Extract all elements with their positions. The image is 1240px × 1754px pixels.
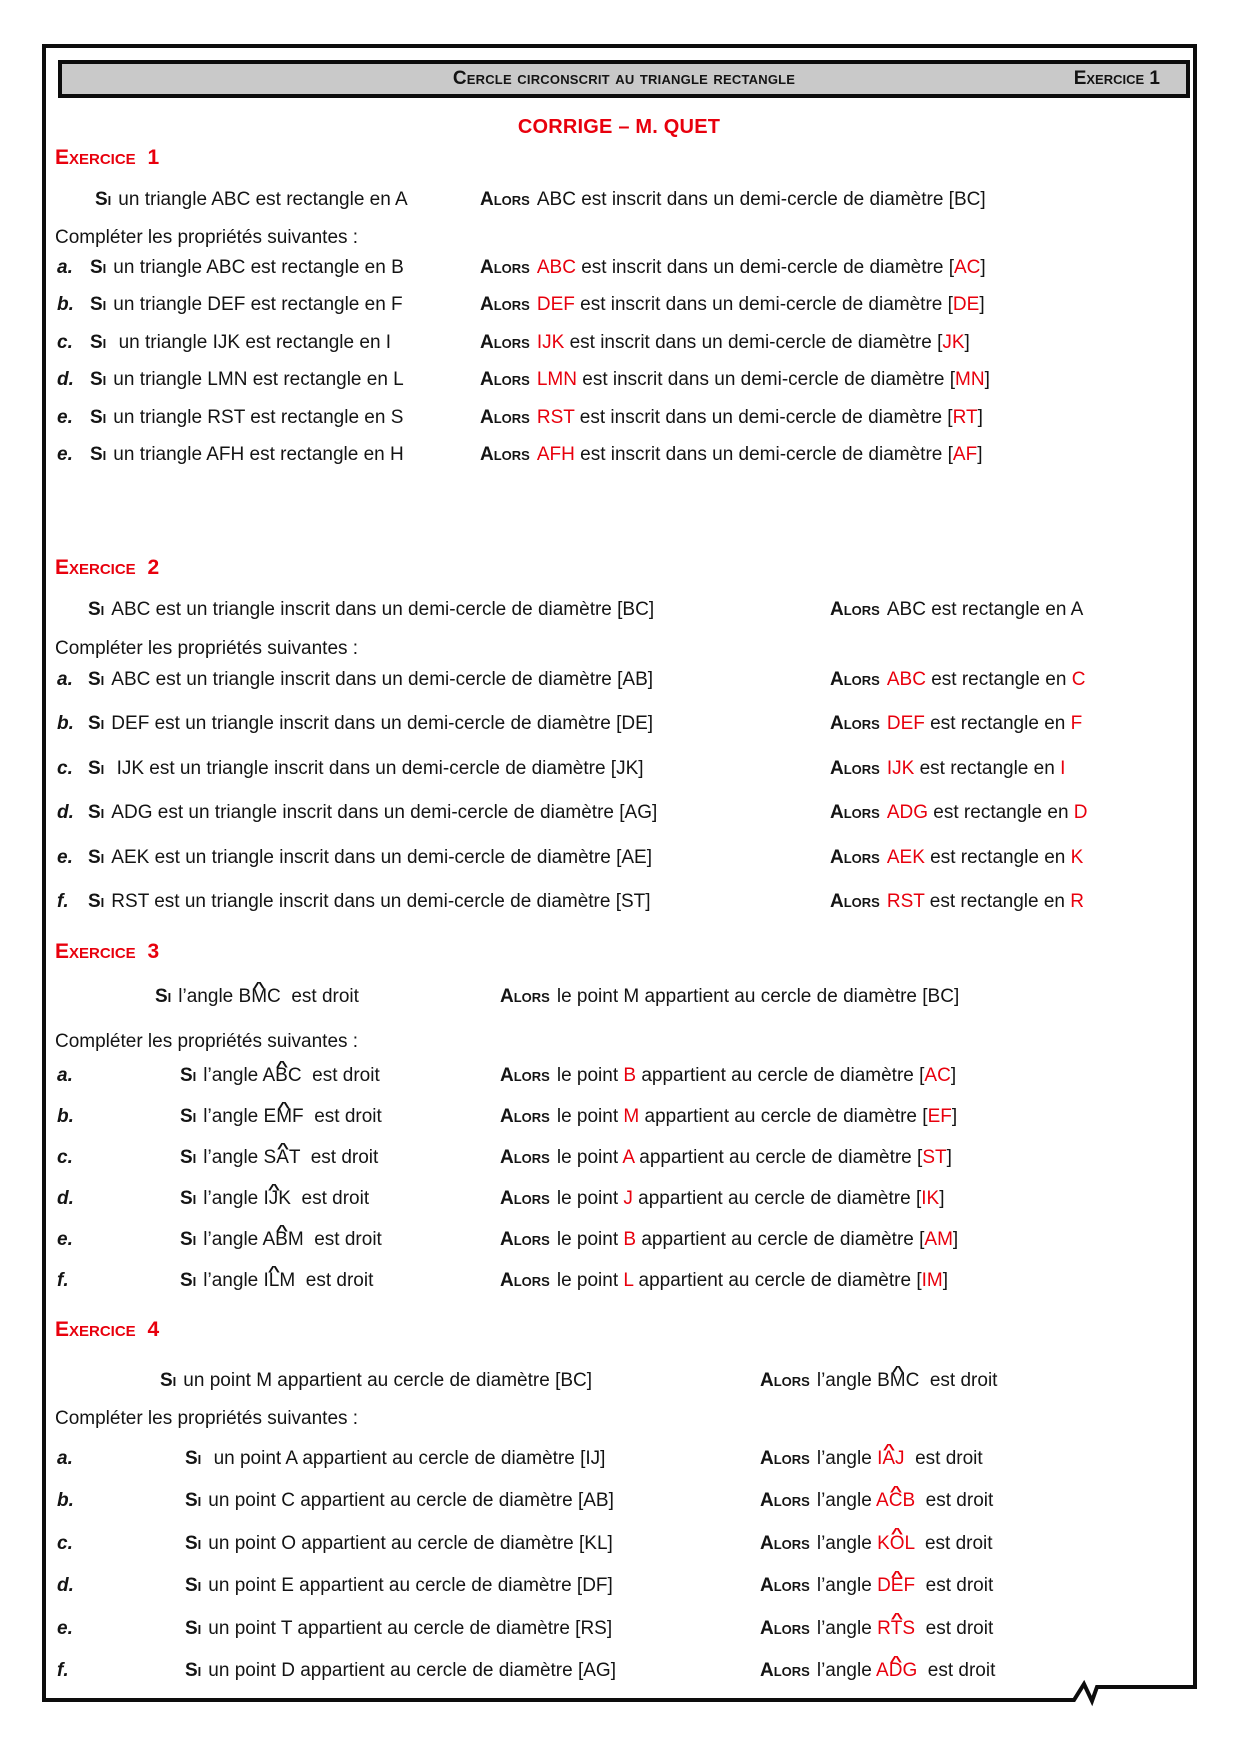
alors-keyword: Alors	[480, 406, 530, 428]
angle-hat-accent: J ^	[269, 1187, 279, 1211]
si-clause	[185, 1447, 605, 1471]
row-letter: c.	[57, 1147, 73, 1168]
alors-text: DEF est rectangle en F	[886, 713, 1083, 735]
row-letter: b.	[57, 713, 74, 735]
si-text: un triangle ABC est rectangle en B	[113, 257, 404, 278]
row-letter: a.	[57, 1448, 73, 1469]
alors-text: le point A appartient au cercle de diamètre [ST]	[556, 1147, 952, 1168]
alors-clause	[500, 1105, 957, 1129]
si-keyword: Si	[88, 846, 105, 868]
alors-clause	[830, 846, 1083, 870]
row-letter: f.	[57, 1659, 69, 1681]
row-letter: d.	[57, 369, 74, 391]
alors-keyword: Alors	[830, 669, 880, 690]
exercise-2-instruction: Compléter les propriétés suivantes :	[55, 638, 359, 659]
angle-hat-accent: A ^	[276, 1146, 289, 1170]
alors-keyword: Alors	[500, 1270, 550, 1291]
si-text: AEK est un triangle inscrit dans un demi-cercle de diamètre [AE]	[111, 846, 652, 868]
si-text: l’angle SA ^T est droit	[203, 1147, 378, 1168]
si-clause	[185, 1574, 613, 1598]
alors-text: l’angle RT ^S est droit	[817, 1618, 993, 1639]
angle-hat-accent: B ^	[275, 1064, 288, 1088]
angle-hat-accent: M ^	[276, 1105, 292, 1129]
alors-text: ADG est rectangle en D	[886, 802, 1088, 824]
alors-clause	[480, 293, 985, 317]
si-keyword: Si	[180, 1065, 197, 1086]
alors-text: l’angle DE ^F est droit	[817, 1575, 993, 1596]
alors-keyword: Alors	[480, 443, 530, 465]
alors-clause	[830, 757, 1065, 781]
alors-keyword: Alors	[480, 257, 530, 278]
si-keyword: Si	[180, 1188, 197, 1209]
si-clause	[155, 985, 359, 1009]
alors-clause	[480, 188, 986, 212]
alors-keyword: Alors	[830, 890, 880, 912]
table-row	[42, 1659, 1196, 1701]
si-clause	[90, 406, 403, 430]
alors-keyword: Alors	[760, 1659, 810, 1681]
table-row	[42, 1447, 1196, 1489]
alors-text: l’angle AC ^B est droit	[817, 1490, 993, 1511]
alors-clause	[830, 712, 1082, 736]
alors-keyword: Alors	[480, 331, 530, 353]
alors-clause	[830, 890, 1084, 914]
alors-clause	[830, 801, 1088, 825]
alors-keyword: Alors	[500, 986, 550, 1007]
si-clause	[88, 598, 654, 622]
alors-keyword: Alors	[760, 1575, 810, 1597]
si-text: IJK est un triangle inscrit dans un demi-cercle de diamètre [JK]	[111, 757, 644, 779]
row-letter: b.	[57, 294, 74, 316]
table-row	[42, 846, 1196, 890]
angle-hat-accent: L ^	[269, 1269, 280, 1293]
table-row	[42, 890, 1196, 934]
si-keyword: Si	[88, 890, 105, 912]
title-banner	[58, 60, 1190, 98]
row-letter: f.	[57, 890, 69, 912]
table-row	[42, 712, 1196, 756]
row-letter: e.	[57, 846, 73, 868]
table-row	[42, 1574, 1196, 1616]
si-text: ADG est un triangle inscrit dans un demi-cercle de diamètre [AG]	[111, 802, 658, 824]
si-keyword: Si	[88, 802, 105, 824]
table-row	[42, 368, 1196, 405]
si-keyword: Si	[180, 1270, 197, 1291]
si-text: un point C appartient au cercle de diamètre [AB]	[208, 1490, 614, 1512]
alors-text: AFH est inscrit dans un demi-cercle de diamètre [AF]	[536, 443, 983, 465]
alors-text: le point J appartient au cercle de diamètre [IK]	[556, 1188, 945, 1209]
table-row	[42, 256, 1196, 293]
angle-hat-accent: A ^	[882, 1447, 895, 1471]
exercise-2-intro	[42, 598, 1196, 622]
si-text: l’angle AB ^C est droit	[203, 1065, 379, 1086]
alors-keyword: Alors	[480, 369, 530, 391]
si-text: un triangle DEF est rectangle en F	[113, 294, 403, 316]
si-text: un triangle IJK est rectangle en I	[113, 331, 392, 353]
si-text: un triangle RST est rectangle en S	[113, 406, 404, 428]
row-letter: e.	[57, 443, 73, 465]
alors-text: RST est rectangle en R	[886, 890, 1085, 912]
row-letter: c.	[57, 1532, 73, 1554]
row-letter: a.	[57, 1065, 73, 1086]
si-text: un point E appartient au cercle de diamètre [DF]	[208, 1575, 613, 1597]
alors-text: le point L appartient au cercle de diamètre [IM]	[556, 1270, 948, 1291]
si-clause	[180, 1064, 380, 1088]
si-keyword: Si	[90, 257, 107, 278]
angle-hat-accent: D ^	[889, 1659, 903, 1683]
alors-clause	[500, 1228, 958, 1252]
alors-text: l’angle IA ^J est droit	[817, 1448, 983, 1469]
table-row	[42, 1532, 1196, 1574]
si-text: un point T appartient au cercle de diamètre [RS]	[208, 1617, 613, 1639]
table-row	[42, 1064, 1196, 1105]
exercise-3-intro	[42, 985, 1196, 1009]
si-text: un point O appartient au cercle de diamètre [KL]	[208, 1532, 613, 1554]
si-keyword: Si	[88, 599, 105, 620]
row-letter: e.	[57, 1617, 73, 1639]
si-keyword: Si	[88, 757, 105, 779]
exercise-2-title: Exercice 2	[55, 556, 160, 579]
si-text: l’angle BM ^C est droit	[178, 986, 359, 1007]
si-clause	[88, 846, 652, 870]
alors-clause	[480, 256, 986, 280]
alors-keyword: Alors	[500, 1188, 550, 1209]
alors-clause	[480, 443, 982, 467]
si-clause	[180, 1187, 369, 1211]
banner-exercise-label: Exercice 1	[1073, 68, 1160, 89]
row-letter: d.	[57, 802, 74, 824]
exercise-1-title: Exercice 1	[55, 146, 160, 169]
alors-clause	[830, 598, 1083, 622]
exercise-3-title: Exercice 3	[55, 940, 160, 963]
alors-text: ABC est inscrit dans un demi-cercle de diamètre [BC]	[536, 189, 986, 210]
alors-keyword: Alors	[760, 1617, 810, 1639]
si-text: RST est un triangle inscrit dans un demi-cercle de diamètre [ST]	[111, 890, 651, 912]
alors-text: l’angle KO ^L est droit	[817, 1533, 993, 1554]
table-row	[42, 1228, 1196, 1269]
si-text: un point M appartient au cercle de diamètre [BC]	[183, 1370, 593, 1391]
alors-clause	[500, 1064, 956, 1088]
si-text: un point A appartient au cercle de diamètre [IJ]	[208, 1448, 606, 1469]
si-clause	[88, 890, 651, 914]
table-row	[42, 1269, 1196, 1310]
row-letter: d.	[57, 1575, 74, 1597]
si-clause	[88, 712, 653, 736]
si-clause	[88, 668, 653, 692]
alors-clause	[480, 406, 983, 430]
alors-keyword: Alors	[830, 713, 880, 735]
si-keyword: Si	[180, 1229, 197, 1250]
alors-keyword: Alors	[830, 599, 880, 620]
alors-keyword: Alors	[830, 846, 880, 868]
si-clause	[180, 1146, 378, 1170]
si-clause	[180, 1228, 382, 1252]
si-keyword: Si	[185, 1532, 202, 1554]
alors-clause	[760, 1489, 993, 1513]
si-text: l’angle IL ^M est droit	[203, 1270, 373, 1291]
si-clause	[95, 188, 408, 212]
exercise-1-rows	[42, 256, 1196, 480]
alors-text: IJK est rectangle en I	[886, 757, 1066, 779]
si-clause	[90, 368, 404, 392]
si-clause	[90, 293, 403, 317]
si-clause	[160, 1369, 592, 1393]
table-row	[42, 757, 1196, 801]
alors-keyword: Alors	[480, 294, 530, 316]
alors-text: l’angle BM ^C est droit	[817, 1370, 998, 1391]
angle-hat-accent: E ^	[891, 1574, 904, 1598]
alors-clause	[500, 985, 959, 1009]
exercise-4-instruction: Compléter les propriétés suivantes :	[55, 1408, 359, 1429]
table-row	[42, 1489, 1196, 1531]
si-clause	[185, 1617, 612, 1641]
si-keyword: Si	[185, 1490, 202, 1512]
alors-text: ABC est rectangle en A	[886, 599, 1084, 620]
si-clause	[88, 801, 657, 825]
alors-text: RST est inscrit dans un demi-cercle de diamètre [RT]	[536, 406, 983, 428]
alors-keyword: Alors	[830, 757, 880, 779]
exercise-4-intro	[42, 1369, 1196, 1393]
si-keyword: Si	[185, 1575, 202, 1597]
angle-hat-accent: C ^	[889, 1489, 903, 1513]
alors-text: le point B appartient au cercle de diamètre [AC]	[556, 1065, 957, 1086]
row-letter: b.	[57, 1106, 74, 1127]
alors-keyword: Alors	[500, 1229, 550, 1250]
exercise-1-instruction: Compléter les propriétés suivantes :	[55, 227, 359, 248]
si-text: DEF est un triangle inscrit dans un demi-cercle de diamètre [DE]	[111, 713, 654, 735]
si-keyword: Si	[185, 1617, 202, 1639]
table-row	[42, 668, 1196, 712]
si-keyword: Si	[185, 1448, 202, 1469]
row-letter: f.	[57, 1270, 69, 1291]
table-row	[42, 1146, 1196, 1187]
alors-clause	[500, 1187, 944, 1211]
si-text: l’angle EM ^F est droit	[203, 1106, 382, 1127]
table-row	[42, 801, 1196, 845]
alors-text: DEF est inscrit dans un demi-cercle de diamètre [DE]	[536, 294, 985, 316]
si-clause	[88, 757, 644, 781]
si-clause	[185, 1532, 613, 1556]
alors-keyword: Alors	[760, 1448, 810, 1469]
exercise-1-intro	[42, 188, 1196, 212]
exercise-2-rows	[42, 668, 1196, 934]
table-row	[42, 1617, 1196, 1659]
row-letter: b.	[57, 1490, 74, 1512]
alors-keyword: Alors	[760, 1532, 810, 1554]
si-clause	[185, 1489, 614, 1513]
table-row	[42, 406, 1196, 443]
angle-hat-accent: O ^	[890, 1532, 905, 1556]
row-letter: c.	[57, 757, 73, 779]
angle-hat-accent: T ^	[891, 1617, 903, 1641]
table-row	[42, 293, 1196, 330]
row-letter: a.	[57, 257, 73, 278]
alors-clause	[480, 368, 990, 392]
alors-text: l’angle AD ^G est droit	[817, 1660, 996, 1681]
si-clause	[180, 1269, 373, 1293]
si-keyword: Si	[180, 1106, 197, 1127]
si-clause	[90, 443, 404, 467]
row-letter: e.	[57, 406, 73, 428]
si-keyword: Si	[90, 294, 107, 316]
si-text: ABC est un triangle inscrit dans un demi-cercle de diamètre [AB]	[111, 669, 654, 690]
si-text: un triangle AFH est rectangle en H	[113, 443, 404, 465]
alors-keyword: Alors	[830, 802, 880, 824]
si-clause	[90, 256, 404, 280]
si-text: ABC est un triangle inscrit dans un demi-cercle de diamètre [BC]	[111, 599, 655, 620]
table-row	[42, 1105, 1196, 1146]
alors-clause	[830, 668, 1085, 692]
angle-hat-accent: B ^	[275, 1228, 288, 1252]
alors-clause	[760, 1659, 995, 1683]
si-keyword: Si	[90, 369, 107, 391]
exercise-3-instruction: Compléter les propriétés suivantes :	[55, 1031, 359, 1052]
exercise-4-rows	[42, 1447, 1196, 1701]
alors-keyword: Alors	[760, 1370, 810, 1391]
alors-text: ABC est inscrit dans un demi-cercle de diamètre [AC]	[536, 257, 986, 278]
alors-text: LMN est inscrit dans un demi-cercle de diamètre [MN]	[536, 369, 990, 391]
alors-keyword: Alors	[760, 1490, 810, 1512]
si-text: un triangle ABC est rectangle en A	[118, 189, 408, 210]
si-text: un point D appartient au cercle de diamètre [AG]	[208, 1659, 616, 1681]
table-row	[42, 1187, 1196, 1228]
si-text: l’angle IJ ^K est droit	[203, 1188, 369, 1209]
table-row	[42, 331, 1196, 368]
alors-clause	[760, 1617, 993, 1641]
si-clause	[185, 1659, 616, 1683]
angle-hat-accent: M ^	[890, 1369, 906, 1393]
corrige-heading: CORRIGE – M. QUET	[517, 116, 721, 138]
banner-title: Cercle circonscrit au triangle rectangle	[452, 68, 796, 89]
alors-clause	[760, 1574, 993, 1598]
alors-clause	[760, 1532, 993, 1556]
si-keyword: Si	[88, 669, 105, 690]
si-keyword: Si	[160, 1370, 177, 1391]
si-keyword: Si	[90, 331, 107, 353]
si-keyword: Si	[180, 1147, 197, 1168]
si-keyword: Si	[155, 986, 172, 1007]
row-letter: d.	[57, 1188, 74, 1209]
alors-clause	[760, 1447, 983, 1471]
alors-clause	[760, 1369, 997, 1393]
alors-text: le point M appartient au cercle de diamètre [BC]	[556, 986, 960, 1007]
alors-keyword: Alors	[480, 189, 530, 210]
table-row	[42, 443, 1196, 480]
si-keyword: Si	[90, 406, 107, 428]
alors-keyword: Alors	[500, 1106, 550, 1127]
si-keyword: Si	[185, 1659, 202, 1681]
alors-keyword: Alors	[500, 1065, 550, 1086]
alors-clause	[500, 1146, 952, 1170]
alors-keyword: Alors	[500, 1147, 550, 1168]
exercise-4-title: Exercice 4	[55, 1318, 160, 1341]
row-letter: a.	[57, 669, 73, 690]
row-letter: e.	[57, 1229, 73, 1250]
si-keyword: Si	[90, 443, 107, 465]
si-clause	[90, 331, 391, 355]
angle-hat-accent: M ^	[251, 985, 267, 1009]
alors-text: AEK est rectangle en K	[886, 846, 1084, 868]
si-clause	[180, 1105, 382, 1129]
si-text: l’angle AB ^M est droit	[203, 1229, 382, 1250]
si-keyword: Si	[95, 189, 112, 210]
alors-text: ABC est rectangle en C	[886, 669, 1086, 690]
row-letter: c.	[57, 331, 73, 353]
alors-clause	[480, 331, 970, 355]
si-text: un triangle LMN est rectangle en L	[113, 369, 404, 391]
alors-text: le point B appartient au cercle de diamètre [AM]	[556, 1229, 959, 1250]
exercise-3-rows	[42, 1064, 1196, 1310]
alors-text: le point M appartient au cercle de diamètre [EF]	[556, 1106, 958, 1127]
si-keyword: Si	[88, 713, 105, 735]
alors-text: IJK est inscrit dans un demi-cercle de diamètre [JK]	[536, 331, 970, 353]
alors-clause	[500, 1269, 948, 1293]
